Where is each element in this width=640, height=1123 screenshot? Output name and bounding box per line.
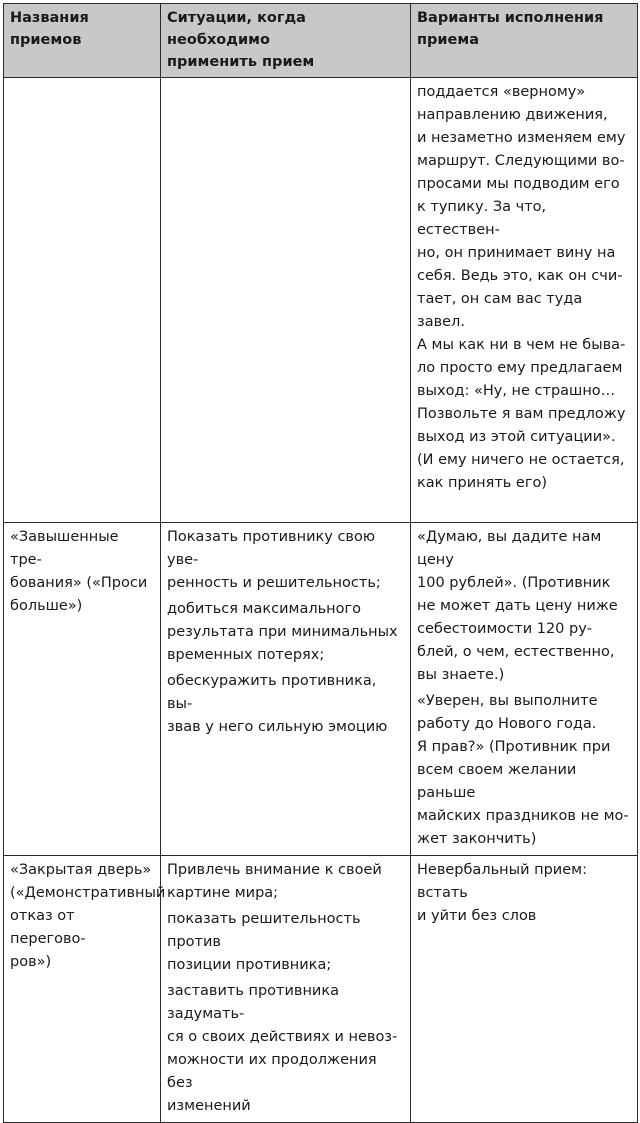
header-line: приема bbox=[417, 32, 480, 48]
cell-variants bbox=[411, 523, 638, 856]
situation-item bbox=[167, 980, 404, 1118]
text-line: не может дать цену ниже bbox=[417, 598, 618, 614]
text-line: («Демонстративный bbox=[10, 885, 166, 901]
text-line: себя. Ведь это, как он счи- bbox=[417, 268, 623, 284]
text-line: Позвольте я вам предложу bbox=[417, 406, 626, 422]
text-line: Привлечь внимание к своей bbox=[167, 862, 382, 878]
text-line: майских праздников не мо- bbox=[417, 808, 629, 824]
cell-situations bbox=[161, 856, 411, 1123]
text-line: позиции противника; bbox=[167, 957, 332, 973]
text-line: маршрут. Следующими во- bbox=[417, 153, 625, 169]
text-line: ров») bbox=[10, 954, 52, 970]
header-technique-names bbox=[4, 4, 161, 78]
text-line: поддается «верному» bbox=[417, 84, 586, 100]
header-line: Варианты исполнения bbox=[417, 10, 604, 26]
text-line: как принять его) bbox=[417, 475, 547, 491]
text-line: просами мы подводим его bbox=[417, 176, 620, 192]
text-line: работу до Нового года. bbox=[417, 716, 597, 732]
cell-technique-name bbox=[4, 523, 161, 856]
header-variants bbox=[411, 4, 638, 78]
situation-item bbox=[167, 598, 404, 667]
text-line: Невербальный прием: встать bbox=[417, 862, 587, 901]
text-line: Показать противнику свою уве- bbox=[167, 529, 376, 568]
text-line: 100 рублей». (Противник bbox=[417, 575, 611, 591]
text-line: временных потерях; bbox=[167, 647, 325, 663]
text-line: «Завышенные тре- bbox=[10, 529, 119, 568]
table-row-continuation bbox=[4, 78, 638, 523]
text-line: блей, о чем, естественно, bbox=[417, 644, 615, 660]
text-line: больше») bbox=[10, 598, 83, 614]
text-line: вы знаете.) bbox=[417, 667, 505, 683]
text-line: бования» («Проси bbox=[10, 575, 148, 591]
situation-item bbox=[167, 859, 404, 905]
cell-empty-name bbox=[4, 78, 161, 523]
text-line: и незаметно изменяем ему bbox=[417, 130, 626, 146]
table-row-inflated-demands bbox=[4, 523, 638, 856]
text-line: «Закрытая дверь» bbox=[10, 862, 152, 878]
text-line: Я прав?» (Противник при bbox=[417, 739, 611, 755]
text-line: жет закончить) bbox=[417, 831, 537, 847]
text-line: всем своем желании раньше bbox=[417, 762, 577, 801]
header-line: Ситуации, когда необходимо bbox=[167, 10, 306, 48]
text-line: картине мира; bbox=[167, 885, 279, 901]
text-line: ло просто ему предлагаем bbox=[417, 360, 623, 376]
text-line: отказ от перегово- bbox=[10, 908, 86, 947]
situation-item bbox=[167, 908, 404, 977]
header-line: Названия приемов bbox=[10, 10, 89, 48]
text-line: результата при минимальных bbox=[167, 624, 398, 640]
text-line: выход из этой ситуации». bbox=[417, 429, 616, 445]
text-line: звав у него сильную эмоцию bbox=[167, 719, 388, 735]
text-line: добиться максимального bbox=[167, 601, 362, 617]
cell-empty-situations bbox=[161, 78, 411, 523]
text-line: заставить противника задумать- bbox=[167, 983, 339, 1022]
text-line: «Уверен, вы выполните bbox=[417, 693, 598, 709]
header-situations bbox=[161, 4, 411, 78]
text-line: тает, он сам вас туда завел. bbox=[417, 291, 583, 330]
text-line: но, он принимает вину на bbox=[417, 245, 616, 261]
text-line: выход: «Ну, не страшно… bbox=[417, 383, 616, 399]
text-line: «Думаю, вы дадите нам цену bbox=[417, 529, 602, 568]
header-row bbox=[4, 4, 638, 78]
text-line: изменений bbox=[167, 1098, 251, 1114]
situation-item bbox=[167, 526, 404, 595]
cell-technique-name bbox=[4, 856, 166, 1123]
header-line: применить прием bbox=[167, 54, 315, 70]
text-line: обескуражить противника, вы- bbox=[167, 673, 377, 712]
text-line: можности их продолжения без bbox=[167, 1052, 377, 1091]
variant-item bbox=[417, 859, 631, 928]
table-row-closed-door bbox=[4, 856, 638, 1123]
variant-item bbox=[417, 526, 631, 687]
situation-item bbox=[167, 670, 404, 739]
text-line: (И ему ничего не остается, bbox=[417, 452, 625, 468]
text-line: к тупику. За что, естествен- bbox=[417, 199, 547, 238]
cell-variants bbox=[411, 856, 638, 1123]
techniques-table bbox=[3, 3, 638, 1123]
text-line: направлению движения, bbox=[417, 107, 608, 123]
text-line: ся о своих действиях и невоз- bbox=[167, 1029, 398, 1045]
text-line: А мы как ни в чем не быва- bbox=[417, 337, 626, 353]
text-line: ренность и решительность; bbox=[167, 575, 381, 591]
text-line: и уйти без слов bbox=[417, 908, 537, 924]
text-line: показать решительность против bbox=[167, 911, 361, 950]
cell-situations bbox=[161, 523, 411, 856]
variant-item bbox=[417, 690, 631, 851]
cell-continuation-variants bbox=[411, 78, 638, 523]
text-line: себестоимости 120 ру- bbox=[417, 621, 593, 637]
